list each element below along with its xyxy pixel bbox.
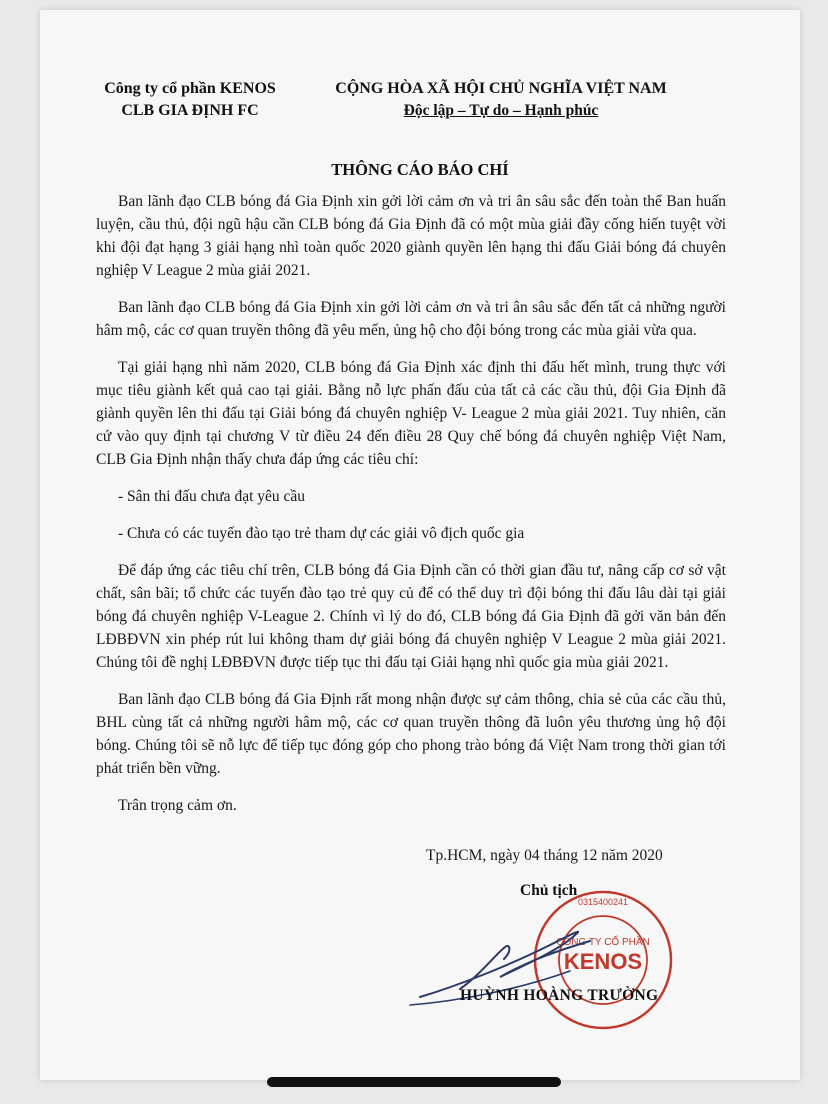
date-line: Tp.HCM, ngày 04 tháng 12 năm 2020: [426, 847, 663, 864]
header-left: [100, 78, 280, 122]
closing-thanks: Trân trọng cảm ơn.: [118, 797, 237, 814]
bullet-item: - Sân thi đấu chưa đạt yêu cầu: [118, 488, 306, 505]
document-title: THÔNG CÁO BÁO CHÍ: [331, 160, 509, 179]
stamp-ring-text: CÔNG TY CỔ PHẦN: [556, 937, 650, 948]
stamp-main-text: KENOS: [563, 949, 643, 974]
bullet-item: - Chưa có các tuyến đào tạo trẻ tham dự các giải vô địch quốc gia: [118, 525, 525, 542]
paragraph: Ban lãnh đạo CLB bóng đá Gia Định xin gởi lời cảm ơn và tri ân sâu sắc đến toàn thể Ban huấn luyện, cầu thủ, đội ngũ hậu cần CLB bóng đá Gia Định đã có một mùa giải đầy cống hiến tuyệt vời khi đội đạt hạng 3 giải hạng nhì toàn quốc 2020 giành quyền lên hạng thi đấu Giải bóng đá chuyên nghiệp V League 2 mùa giải 2021.: [96, 193, 726, 279]
stamp-code-text: 0315400241: [577, 897, 629, 907]
document-page: [40, 10, 800, 1080]
company-name: Công ty cổ phần KENOS: [104, 80, 276, 97]
national-motto: Độc lập – Tự do – Hạnh phúc: [403, 102, 599, 119]
paragraph: Để đáp ứng các tiêu chí trên, CLB bóng đá Gia Định cần có thời gian đầu tư, nâng cấp cơ sở vật chất, sân bãi; tổ chức các tuyến đào tạo trẻ quy củ để có thể duy trì đội bóng thi đấu lâu dài tại giải bóng đá chuyên nghiệp V-League 2. Chính vì lý do đó, CLB bóng đá Gia Định đã gởi văn bản đến LĐBĐVN xin phép rút lui không tham dự giải bóng đá chuyên nghiệp V League 2 mùa giải 2021. Chúng tôi đề nghị LĐBĐVN được tiếp tục thi đấu tại Giải hạng nhì quốc gia mùa giải 2021.: [96, 562, 726, 671]
nation-name: CỘNG HÒA XÃ HỘI CHỦ NGHĨA VIỆT NAM: [335, 80, 667, 97]
paragraph: Ban lãnh đạo CLB bóng đá Gia Định rất mong nhận được sự cảm thông, chia sẻ của các cầu thủ, BHL cùng tất cả những người hâm mộ, các cơ quan truyền thông đã luôn yêu thương ủng hộ đội bóng. Chúng tôi sẽ nỗ lực để tiếp tục đóng góp cho phong trào bóng đá Việt Nam trong thời gian tới phát triển bền vững.: [96, 691, 726, 777]
club-name: CLB GIA ĐỊNH FC: [121, 102, 259, 119]
home-indicator[interactable]: [267, 1077, 561, 1087]
signer-title: Chủ tịch: [520, 882, 578, 899]
paragraph: Ban lãnh đạo CLB bóng đá Gia Định xin gởi lời cảm ơn và tri ân sâu sắc đến tất cả những người hâm mộ, các cơ quan truyền thông đã yêu mến, ủng hộ cho đội bóng trong các mùa giải vừa qua.: [96, 299, 726, 339]
header-right: [326, 78, 676, 122]
signer-name: HUỲNH HOÀNG TRƯỜNG: [460, 987, 659, 1004]
paragraph: Tại giải hạng nhì năm 2020, CLB bóng đá Gia Định xác định thi đấu hết mình, trung thực với mục tiêu giành kết quả cao tại giải. Bằng nỗ lực phấn đấu của tất cả các cầu thủ, đội Gia Định đã giành quyền lên thi đấu tại Giải bóng đá chuyên nghiệp V- League 2 mùa giải 2021. Tuy nhiên, căn cứ vào quy định tại chương V từ điều 24 đến điều 28 Quy chế bóng đá chuyên nghiệp Việt Nam, CLB Gia Định nhận thấy chưa đáp ứng các tiêu chí:: [96, 359, 726, 468]
document-body: [96, 190, 726, 831]
